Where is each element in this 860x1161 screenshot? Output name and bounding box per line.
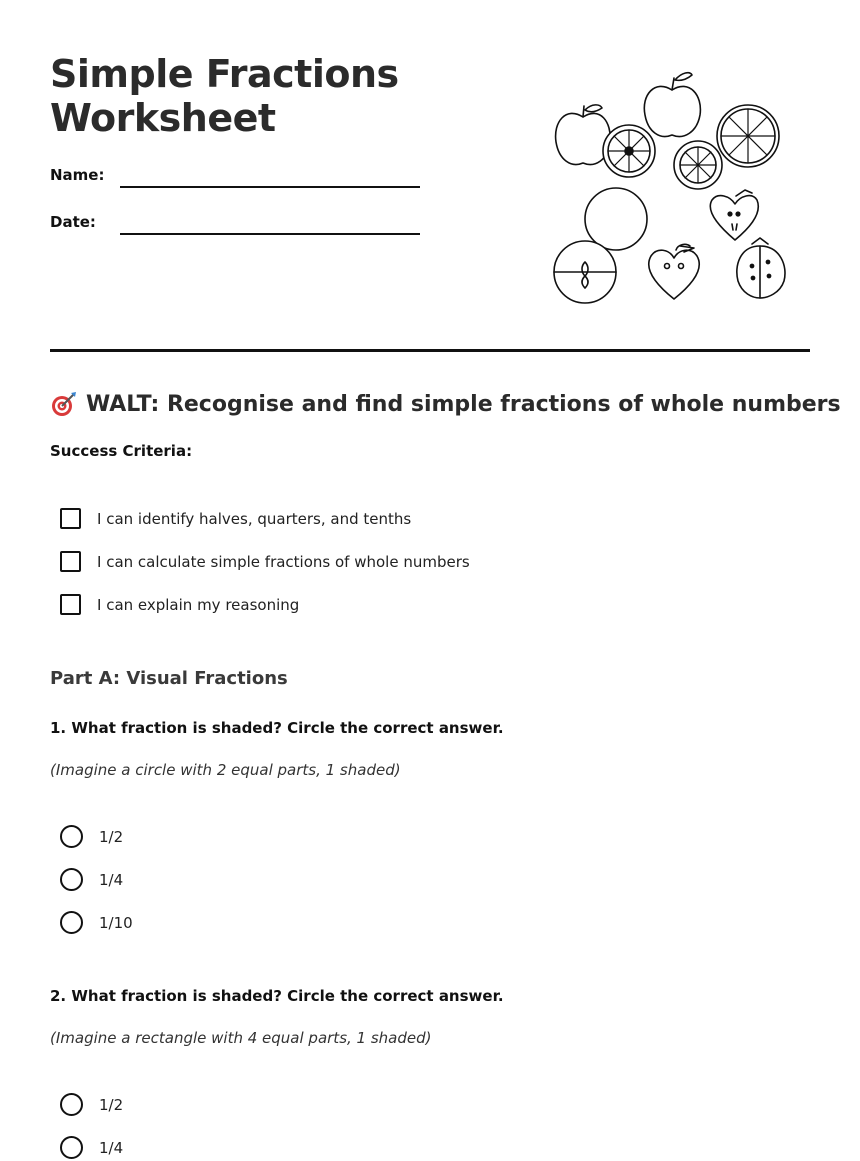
orange-slice-icon [674, 141, 722, 189]
option-label: 1/2 [99, 1095, 124, 1114]
radio-button[interactable] [60, 825, 83, 848]
radio-button[interactable] [60, 1136, 83, 1159]
criteria-item[interactable] [60, 594, 299, 615]
part-a-title: Part A: Visual Fractions [50, 668, 288, 689]
criteria-item[interactable] [60, 551, 470, 572]
apple-icon [644, 73, 700, 137]
walt-text: WALT: Recognise and find simple fractions of whole numbers [86, 391, 841, 417]
option-label: 1/10 [99, 913, 133, 932]
radio-button[interactable] [60, 1093, 83, 1116]
orange-slice-icon [603, 125, 655, 177]
radio-button[interactable] [60, 911, 83, 934]
checkbox[interactable] [60, 508, 81, 529]
answer-option[interactable] [60, 868, 123, 891]
criteria-text: I can calculate simple fractions of whole numbers [97, 552, 470, 571]
criteria-text: I can explain my reasoning [97, 595, 300, 614]
question-1-hint: (Imagine a circle with 2 equal parts, 1 shaded) [50, 761, 401, 779]
success-criteria-label: Success Criteria: [50, 442, 193, 460]
orange-icon [585, 188, 647, 250]
citrus-slice-icon [717, 105, 779, 167]
fruit-illustration [548, 66, 798, 306]
name-field[interactable] [120, 186, 420, 188]
walt-heading [50, 390, 841, 418]
title-line-1: Simple Fractions [50, 52, 399, 96]
question-2: 2. What fraction is shaded? Circle the correct answer. [50, 987, 504, 1005]
name-label: Name: [50, 166, 105, 184]
page-title [50, 52, 399, 140]
answer-option[interactable] [60, 911, 133, 934]
checkbox[interactable] [60, 551, 81, 572]
title-line-2: Worksheet [50, 96, 276, 140]
option-label: 1/2 [99, 827, 124, 846]
apple-icon [556, 105, 611, 165]
question-2-hint: (Imagine a rectangle with 4 equal parts, 1 shaded) [50, 1029, 432, 1047]
option-label: 1/4 [99, 1138, 124, 1157]
criteria-item[interactable] [60, 508, 411, 529]
date-field[interactable] [120, 233, 420, 235]
question-1: 1. What fraction is shaded? Circle the correct answer. [50, 719, 504, 737]
answer-option[interactable] [60, 1093, 123, 1116]
target-icon [50, 390, 78, 418]
answer-option[interactable] [60, 1136, 123, 1159]
section-divider [50, 349, 810, 352]
radio-button[interactable] [60, 868, 83, 891]
heart-fruit-icon [649, 244, 699, 299]
criteria-text: I can identify halves, quarters, and tenths [97, 509, 412, 528]
answer-option[interactable] [60, 825, 123, 848]
apple-slice-icon [554, 241, 616, 303]
date-label: Date: [50, 213, 96, 231]
strawberry-half-icon [737, 238, 785, 298]
strawberry-icon [710, 190, 758, 240]
checkbox[interactable] [60, 594, 81, 615]
option-label: 1/4 [99, 870, 124, 889]
